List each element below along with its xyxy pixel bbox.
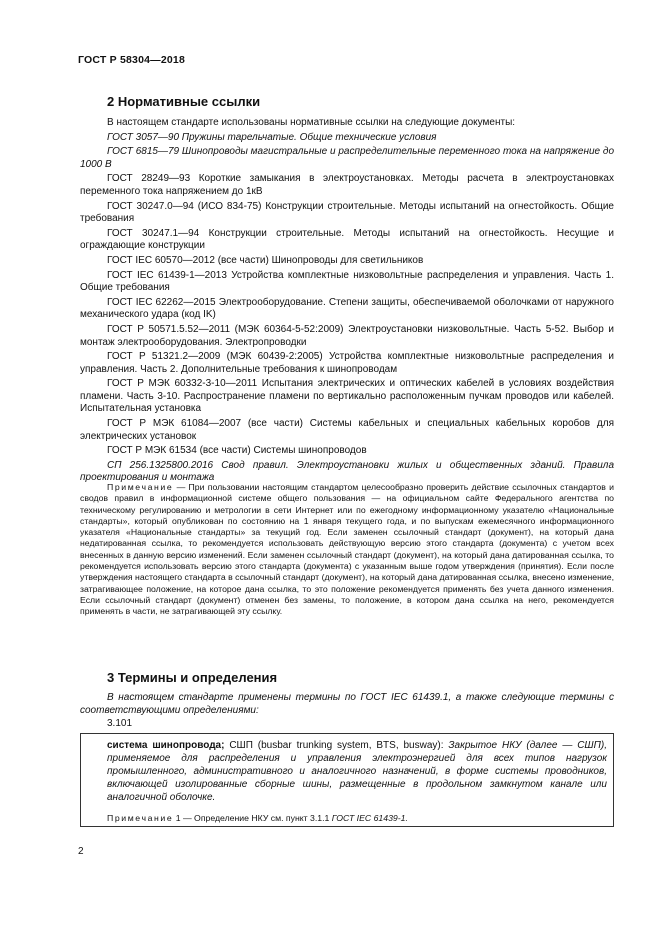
references-note (80, 482, 614, 618)
section-3-intro: В настоящем стандарте применены термины по ГОСТ IEC 61439.1, а также следующие термины с соответствующими определениями: (80, 692, 614, 716)
page-number: 2 (78, 846, 84, 857)
reference-item: ГОСТ Р МЭК 61534 (все части) Системы шинопроводов (107, 445, 367, 457)
term-note-ref: ГОСТ IEC 61439-1. (331, 813, 408, 823)
section-3-title: 3 Термины и определения (107, 670, 278, 685)
term-definition-block (107, 739, 607, 804)
reference-item: ГОСТ Р 51321.2—2009 (МЭК 60439-2:2005) Устройства комплектные низковольтные распределения и управления. Часть 2. Дополнительные требования к шинопроводам (80, 351, 614, 375)
reference-item: ГОСТ IEC 62262—2015 Электрооборудование. Степени защиты, обеспечиваемой оболочками от наружного механического удара (код IK) (80, 296, 614, 321)
term-note (107, 813, 408, 823)
reference-item: ГОСТ 30247.0—94 (ИСО 834-75) Конструкции строительные. Методы испытаний на огнестойкость. Общие требования (80, 200, 614, 225)
term-note-text: 1 — Определение НКУ см. пункт 3.1.1 (173, 813, 332, 823)
reference-item: ГОСТ Р МЭК 61084—2007 (все части) Системы кабельных и специальных кабельных коробов для электрических установок (80, 418, 614, 442)
note-text: — При пользовании настоящим стандартом целесообразно проверить действие ссылочных стандартов и сводов правил в информационной системе общего пользования — на официальном сайте Федерального агентства по техническому регулированию и метрологии в сети Интернет или по ежегодному информационному указателю «Национальные стандарты», который опубликован по состоянию на 1 января текущего года, и по выпускам ежемесячного информационного указателя «Национальные стандарты» за текущий год. Если заменен ссылочный стандарт (документ), на который дана недатированная ссылка, то рекомендуется использовать действующую версию этого стандарта (документа) с учетом всех внесенных в данную версию изменений. Если заменен ссылочный стандарт (документ), на который дана датированная ссылка, то рекомендуется использовать версию этого стандарта (документа) с указанным выше годом утверждения (принятия). Если после утверждения настоящего стандарта в ссылочный стандарт (документ), на который дана датированная ссылка, внесено изменение, затрагивающее положение, на которое дана ссылка, то это положение рекомендуется применять без учета данного изменения. Если ссылочный стандарт (документ) отменен без замены, то положение, в котором дана ссылка на него, рекомендуется применять в части, не затрагивающей эту ссылку. (80, 482, 614, 617)
reference-item: ГОСТ Р 50571.5.52—2011 (МЭК 60364-5-52:2009) Электроустановки низковольтные. Часть 5-52. Выбор и монтаж электрооборудования. Электропроводки (80, 323, 614, 348)
term-number: 3.101 (107, 718, 133, 729)
term-name: система шинопровода; (107, 740, 225, 751)
reference-item: ГОСТ 28249—93 Короткие замыкания в электроустановках. Методы расчета в электроустановках переменного тока напряжением до 1кВ (80, 173, 614, 197)
reference-item: СП 256.1325800.2016 Свод правил. Электроустановки жилых и общественных зданий. Правила проектирования и монтажа (80, 459, 614, 484)
reference-item: ГОСТ IEC 61439-1—2013 Устройства комплектные низковольтные распределения и управления. Часть 1. Общие требования (80, 269, 614, 294)
reference-item: ГОСТ 30247.1—94 Конструкции строительные. Методы испытаний на огнестойкость. Несущие и ограждающие конструкции (80, 227, 614, 252)
reference-item: ГОСТ IEC 60570—2012 (все части) Шинопроводы для светильников (107, 254, 424, 266)
reference-item: ГОСТ 6815—79 Шинопроводы магистральные и распределительные переменного тока на напряжение до 1000 В (80, 146, 614, 170)
term-definition: Закрытое НКУ (далее — СШП), применяемое для распределения и управления электроэнергией для всех типов нагрузок промышленного, административного и аналогичного назначений, в форме системы проводников, включающей изолированные сборные шины, размещенные в продольном замкнутом канале или аналогичной оболочке. (107, 740, 607, 803)
document-header: ГОСТ Р 58304—2018 (78, 54, 186, 66)
section-2-title: 2 Нормативные ссылки (107, 94, 261, 109)
reference-item: ГОСТ Р МЭК 60332-3-10—2011 Испытания электрических и оптических кабелей в условиях воздействия пламени. Часть 3-10. Распространение пламени по вертикально расположенным пучкам проводов или кабелей. Испытательная установка (80, 378, 614, 415)
term-abbrev: СШП (busbar trunking system, BTS, busway): (224, 740, 449, 751)
references-intro: В настоящем стандарте использованы нормативные ссылки на следующие документы: (107, 117, 516, 128)
normative-references-list (80, 117, 614, 487)
term-note-label: Примечание (107, 813, 174, 823)
reference-item: ГОСТ 3057—90 Пружины тарельчатые. Общие технические условия (107, 131, 437, 143)
note-label: Примечание (107, 482, 174, 492)
